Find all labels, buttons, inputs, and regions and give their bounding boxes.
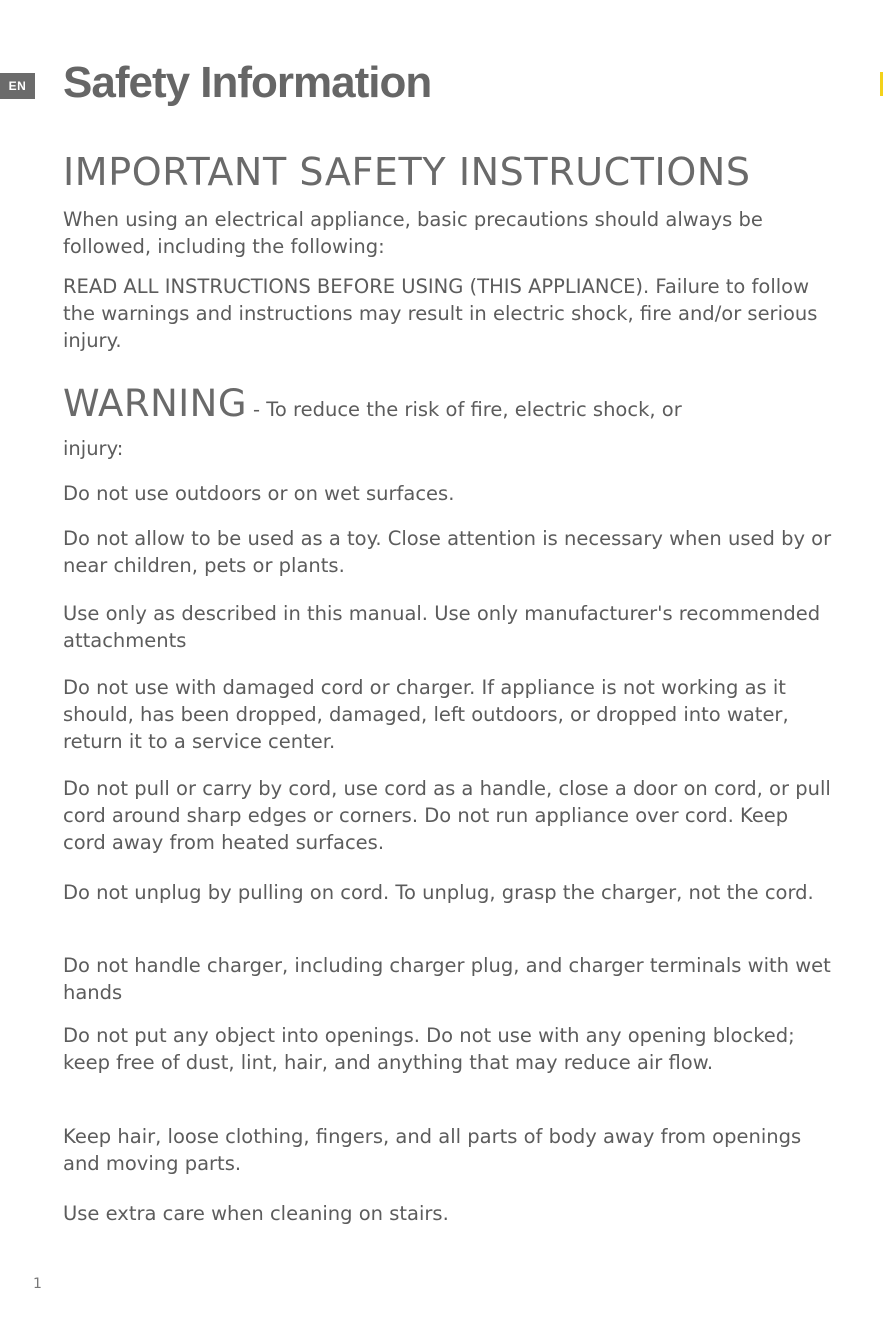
- safety-item: Use extra care when cleaning on stairs.: [63, 1202, 449, 1225]
- safety-item: Use only as described in this manual. Use only manufacturer's recommended attachments: [63, 602, 821, 652]
- warning-line: [63, 382, 843, 425]
- warning-continuation: injury:: [63, 437, 124, 460]
- intro-paragraph: When using an electrical appliance, basic precautions should always be followed, including the following:: [63, 208, 763, 258]
- page-number: 1: [33, 1276, 42, 1292]
- warning-text: - To reduce the risk of fire, electric shock, or: [253, 398, 682, 421]
- safety-item: Do not unplug by pulling on cord. To unplug, grasp the charger, not the cord.: [63, 881, 814, 904]
- safety-item: Keep hair, loose clothing, fingers, and all parts of body away from openings and moving parts.: [63, 1125, 802, 1175]
- safety-item: Do not handle charger, including charger plug, and charger terminals with wet hands: [63, 954, 831, 1004]
- safety-item: Do not pull or carry by cord, use cord as a handle, close a door on cord, or pull cord around sharp edges or corners. Do not run appliance over cord. Keep cord away from heated surfaces.: [63, 777, 831, 854]
- safety-item: Do not use outdoors or on wet surfaces.: [63, 482, 455, 505]
- language-badge: EN: [0, 73, 35, 99]
- page-title: Safety Information: [63, 58, 432, 107]
- section-heading: IMPORTANT SAFETY INSTRUCTIONS: [63, 150, 751, 194]
- warning-label: WARNING: [63, 382, 248, 425]
- safety-item: Do not use with damaged cord or charger. If appliance is not working as it should, has been dropped, damaged, left outdoors, or dropped into water, return it to a service center.: [63, 676, 789, 753]
- safety-item: Do not allow to be used as a toy. Close attention is necessary when used by or near children, pets or plants.: [63, 527, 832, 577]
- safety-item: Do not put any object into openings. Do not use with any opening blocked; keep free of dust, lint, hair, and anything that may reduce air flow.: [63, 1024, 795, 1074]
- read-all-paragraph: READ ALL INSTRUCTIONS BEFORE USING (THIS APPLIANCE). Failure to follow the warnings and instructions may result in electric shock, fire and/or serious injury.: [63, 275, 818, 352]
